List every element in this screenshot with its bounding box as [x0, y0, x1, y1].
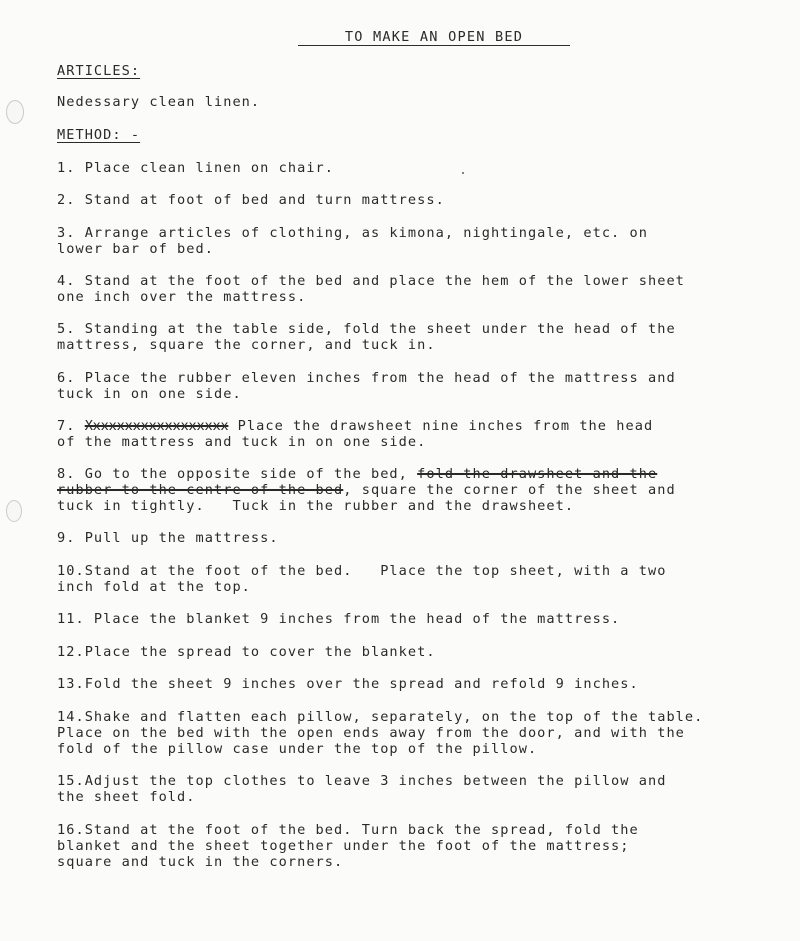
step-10-line-2: inch fold at the top. — [57, 579, 251, 595]
step-3-line-1: 3. Arrange articles of clothing, as kimona, nightingale, etc. on — [57, 225, 648, 241]
step-2: 2. Stand at foot of bed and turn mattress. — [57, 192, 445, 208]
step-8-line-2 — [57, 482, 676, 498]
method-heading: METHOD: - — [57, 127, 141, 143]
step-8-text-2: , square the corner of the sheet and — [343, 482, 676, 498]
step-6-line-1: 6. Place the rubber eleven inches from the head of the mattress and — [57, 370, 676, 386]
step-16-line-2: blanket and the sheet together under the foot of the mattress; — [57, 838, 630, 854]
step-7-text: Place the drawsheet nine inches from the head — [228, 418, 654, 434]
step-7-line-2: of the mattress and tuck in on one side. — [57, 434, 427, 450]
step-14-line-2: Place on the bed with the open ends away from the door, and with the — [57, 725, 685, 741]
step-7-struck-text: Xxxxxxxxxxxxxxxxxx — [84, 418, 229, 434]
step-8-line-1 — [57, 466, 657, 482]
step-16-line-1: 16.Stand at the foot of the bed. Turn back the spread, fold the — [57, 822, 639, 838]
step-8-struck-text-1: fold the drawsheet and the — [417, 466, 658, 482]
step-15-line-2: the sheet fold. — [57, 789, 196, 805]
step-4-line-1: 4. Stand at the foot of the bed and place the hem of the lower sheet — [57, 273, 685, 289]
step-5-line-2: mattress, square the corner, and tuck in. — [57, 337, 436, 353]
articles-text: Nedessary clean linen. — [57, 94, 261, 110]
step-3-line-2: lower bar of bed. — [57, 241, 214, 257]
step-6-line-2: tuck in on one side. — [57, 386, 242, 402]
step-14-line-1: 14.Shake and flatten each pillow, separately, on the top of the table. — [57, 709, 704, 725]
ink-speck — [462, 172, 464, 174]
step-4-line-2: one inch over the mattress. — [57, 289, 307, 305]
step-9: 9. Pull up the mattress. — [57, 530, 279, 546]
step-8-text: 8. Go to the opposite side of the bed, — [57, 466, 418, 482]
document-title: TO MAKE AN OPEN BED — [344, 29, 524, 45]
step-5-line-1: 5. Standing at the table side, fold the sheet under the head of the — [57, 321, 676, 337]
step-8-struck-text-2: rubber to the centre of the bed — [57, 482, 344, 498]
step-1: 1. Place clean linen on chair. — [57, 160, 335, 176]
step-11: 11. Place the blanket 9 inches from the head of the mattress. — [57, 611, 621, 627]
punch-hole-top — [6, 100, 24, 124]
step-15-line-1: 15.Adjust the top clothes to leave 3 inches between the pillow and — [57, 773, 667, 789]
step-8-line-3: tuck in tightly. Tuck in the rubber and the drawsheet. — [57, 498, 575, 514]
step-10-line-1: 10.Stand at the foot of the bed. Place the top sheet, with a two — [57, 563, 667, 579]
step-14-line-3: fold of the pillow case under the top of the pillow. — [57, 741, 538, 757]
title-underline — [298, 45, 570, 46]
step-13: 13.Fold the sheet 9 inches over the spread and refold 9 inches. — [57, 676, 639, 692]
step-16-line-3: square and tuck in the corners. — [57, 854, 344, 870]
articles-heading: ARTICLES: — [57, 63, 141, 79]
punch-hole-middle — [6, 500, 22, 522]
step-7-number: 7. — [57, 418, 76, 434]
step-12: 12.Place the spread to cover the blanket. — [57, 644, 436, 660]
step-7-line-1 — [57, 418, 653, 434]
